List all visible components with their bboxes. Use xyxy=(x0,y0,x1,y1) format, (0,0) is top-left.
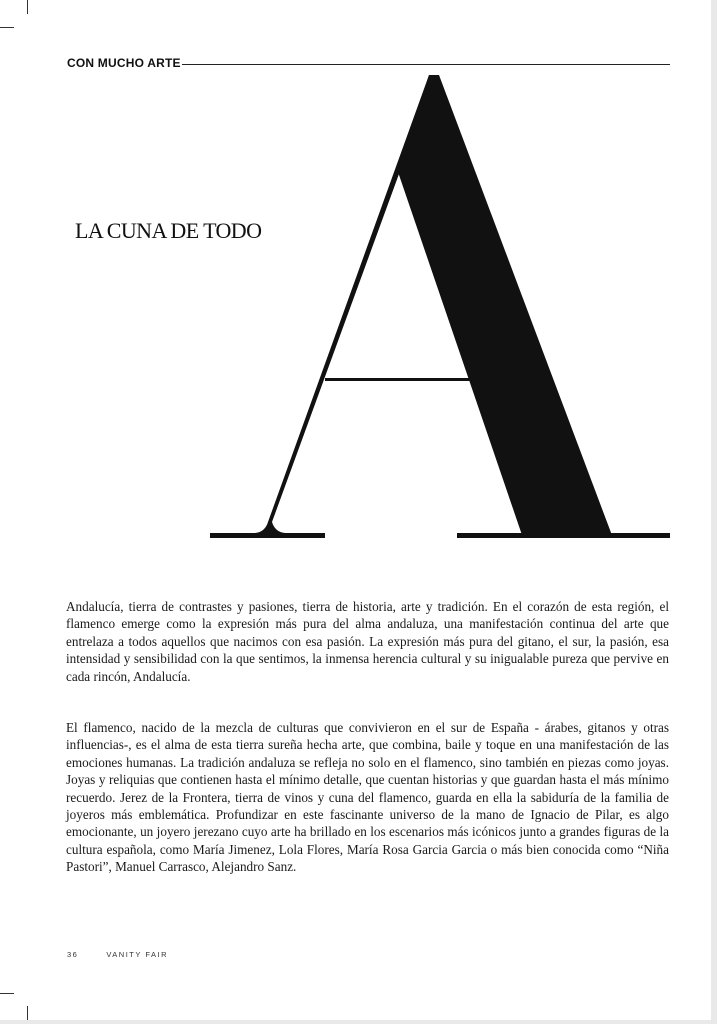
page-number: 36 xyxy=(67,950,79,959)
crop-mark xyxy=(27,0,28,14)
crop-mark xyxy=(0,27,14,28)
dropcap-right-serif xyxy=(457,533,670,538)
publication-name: VANITY FAIR xyxy=(106,950,168,959)
dropcap-crossbar xyxy=(325,378,479,381)
crop-mark xyxy=(27,1006,28,1020)
body-paragraph-1: Andalucía, tierra de contrastes y pasiones, tierra de historia, arte y tradición. En el corazón de esta región, el flamenco emerge como la expresión más pura del alma andaluza, una manifestación continua del arte que entrelaza a todos aquellos que nacimos con esa pasión. La expresión más pura del gitano, el sur, la pasión, esa intensidad y sensibilidad con la que sentimos, la inmensa herencia cultural y su inigualable pureza que pervive en cada rincón, Andalucía. xyxy=(66,599,669,684)
dropcap-thick-stroke xyxy=(398,75,613,538)
article-title: LA CUNA DE TODO xyxy=(75,218,262,243)
dropcap-letter-a xyxy=(205,70,675,540)
section-header: CON MUCHO ARTE xyxy=(67,56,181,70)
crop-mark xyxy=(0,993,14,994)
body-paragraph-2: El flamenco, nacido de la mezcla de culturas que convivieron en el sur de España - árabes, gitanos y otras influencias-, es el alma de esta tierra sureña hecha arte, que combina, baile y toque en una manifestación de las emociones humanas. La tradición andaluza se refleja no solo en el flamenco, sino también en piezas como joyas. Joyas y reliquias que contienen hasta el mínimo detalle, que cuentan historias y que guardan hasta el más mínimo recuerdo. Jerez de la Frontera, tierra de vinos y cuna del flamenco, guarda en ella la sabiduría de la familia de joyeros más emblemática. Profundizar en este fascinante universo de la mano de Ignacio de Pilar, es algo emocionante, un joyero jerezano cuyo arte ha brillado en los escenarios más icónicos junto a grandes figuras de la cultura española, como María Jimenez, Lola Flores, María Rosa Garcia Garcia o más bien conocida como “Niña Pastori”, Manuel Carrasco, Alejandro Sanz. xyxy=(66,720,669,875)
header-rule xyxy=(182,64,670,65)
page-folio xyxy=(67,950,196,959)
dropcap-left-serif xyxy=(210,533,325,538)
dropcap-thin-stroke xyxy=(268,75,434,522)
